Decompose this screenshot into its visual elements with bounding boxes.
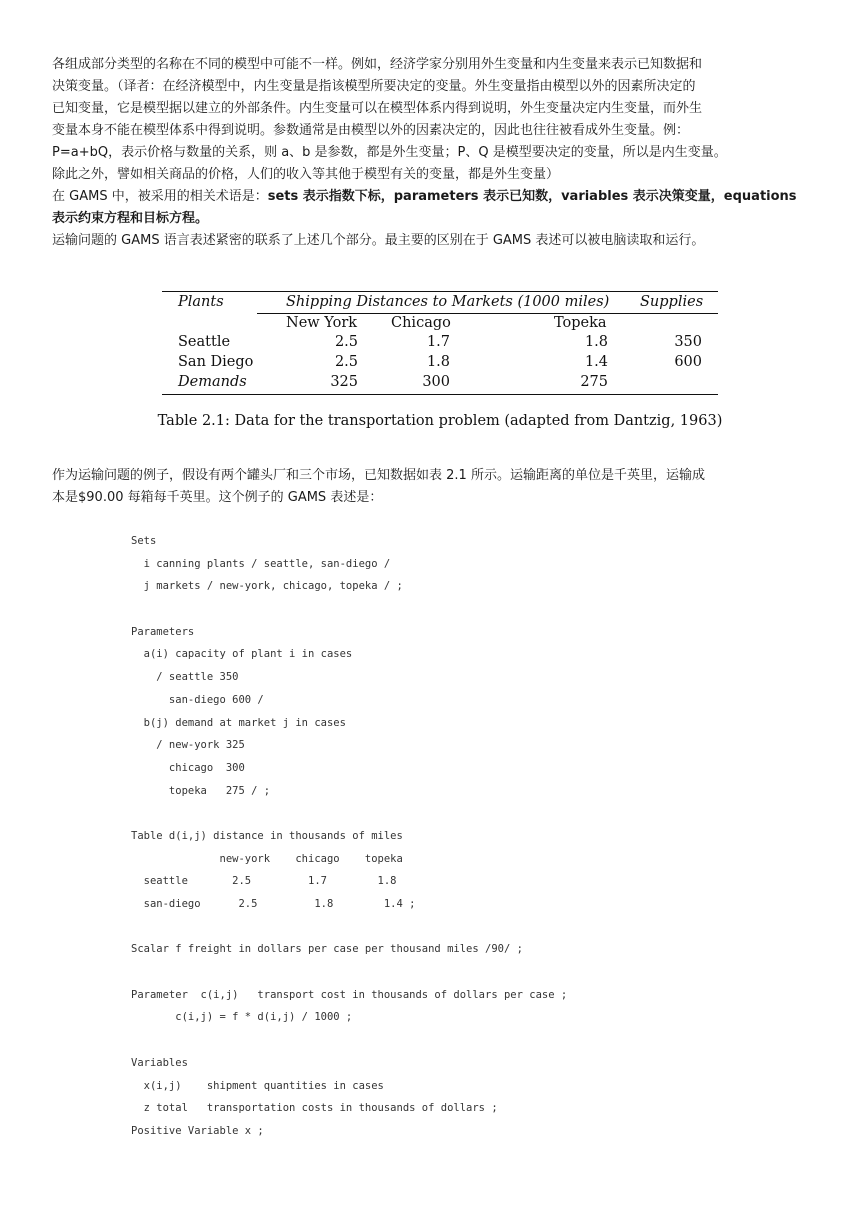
row-label: Demands	[178, 374, 247, 390]
code-line: chicago 300	[131, 761, 245, 774]
intro-paragraph	[52, 54, 822, 252]
text-line: 本是$90.00 每箱每千英里。这个例子的 GAMS 表述是：	[52, 490, 383, 505]
table-cell: 300	[422, 374, 450, 390]
terms-bold-continued: 表示约束方程和目标方程。	[52, 211, 209, 226]
gams-line: 运输问题的 GAMS 语言表述紧密的联系了上述几个部分。最主要的区别在于 GAMS 表述可以被电脑读取和运行。	[52, 233, 705, 248]
table-cell: 275	[580, 374, 608, 390]
market-header: New York	[286, 315, 358, 331]
code-line: b(j) demand at market j in cases	[131, 716, 346, 729]
code-line: topeka 275 / ;	[131, 784, 271, 797]
code-line: i canning plants / seattle, san-diego /	[131, 557, 391, 570]
text-line: 变量本身不能在模型体系中得到说明。参数通常是由模型以外的因素决定的，因此也往往被看成外生变量。例：	[52, 123, 690, 138]
header-distances: Shipping Distances to Markets (1000 miles)	[286, 294, 610, 310]
text-line: 作为运输问题的例子，假设有两个罐头厂和三个市场，已知数据如表 2.1 所示。运输距离的单位是千英里，运输成	[52, 468, 705, 483]
terms-line	[52, 186, 822, 208]
text-line: 已知变量，它是模型据以建立的外部条件。内生变量可以在模型体系内得到说明，外生变量决定内生变量，而外生	[52, 101, 703, 116]
table-cell: 1.8	[426, 354, 450, 370]
table-cell: 2.5	[334, 354, 358, 370]
table-cell: 1.7	[426, 334, 450, 350]
table-cell: 1.8	[584, 334, 608, 350]
text-line: 各组成部分类型的名称在不同的模型中可能不一样。例如，经济学家分别用外生变量和内生变量来表示已知数据和	[52, 57, 703, 72]
text-line: P=a+bQ，表示价格与数量的关系，则 a、b 是参数，都是外生变量；P、Q 是模型要决定的变量，所以是内生变量。	[52, 145, 727, 160]
terms-prefix: 在 GAMS 中，被采用的相关术语是：	[52, 189, 268, 204]
table-cell: 600	[674, 354, 702, 370]
market-header: Chicago	[391, 315, 451, 331]
code-line	[131, 1029, 771, 1052]
code-line: / seattle 350	[131, 671, 239, 684]
market-header: Topeka	[554, 315, 607, 331]
code-line: z total transportation costs in thousands of dollars ;	[131, 1102, 498, 1115]
code-line: Sets	[131, 535, 157, 547]
terms-bold: sets 表示指数下标，parameters 表示已知数，variables 表示决策变量，equations	[267, 189, 797, 204]
code-line: Positive Variable x ;	[131, 1124, 264, 1137]
text-line: 决策变量。（译者：在经济模型中，内生变量是指该模型所要决定的变量。外生变量指由模型以外的因素所决定的	[52, 79, 696, 94]
code-line: Variables	[131, 1056, 188, 1069]
code-line	[131, 598, 771, 621]
code-line: san-diego 600 /	[131, 693, 264, 706]
table-cell: 2.5	[334, 334, 358, 350]
table-bottom-rule	[162, 394, 718, 395]
example-paragraph	[52, 465, 822, 509]
gams-code-block	[131, 530, 771, 1143]
code-line: Parameter c(i,j) transport cost in thousands of dollars per case ;	[131, 988, 568, 1001]
code-line: Table d(i,j) distance in thousands of miles	[131, 829, 403, 842]
text-line: 除此之外，譬如相关商品的价格，人们的收入等其他于模型有关的变量，都是外生变量）	[52, 167, 560, 182]
code-line: a(i) capacity of plant i in cases	[131, 648, 353, 661]
code-line: x(i,j) shipment quantities in cases	[131, 1079, 384, 1092]
table-cell: 325	[330, 374, 358, 390]
code-line: new-york chicago topeka	[131, 852, 403, 865]
table-caption: Table 2.1: Data for the transportation problem (adapted from Dantzig, 1963)	[157, 413, 723, 429]
code-line: Parameters	[131, 625, 195, 638]
row-label: San Diego	[178, 354, 254, 370]
code-line: san-diego 2.5 1.8 1.4 ;	[131, 898, 416, 910]
code-line	[131, 802, 771, 825]
row-label: Seattle	[178, 334, 231, 350]
table-cell: 1.4	[584, 354, 608, 370]
code-line	[131, 961, 771, 984]
code-line: seattle 2.5 1.7 1.8	[131, 875, 397, 888]
table-cell: 350	[674, 334, 702, 350]
code-line: c(i,j) = f * d(i,j) / 1000 ;	[131, 1011, 353, 1024]
code-line: j markets / new-york, chicago, topeka / ;	[131, 580, 403, 593]
code-line: / new-york 325	[131, 739, 245, 752]
code-line: Scalar f freight in dollars per case per thousand miles /90/ ;	[131, 943, 523, 956]
header-plants: Plants	[178, 294, 224, 310]
code-line	[131, 916, 771, 939]
header-supplies: Supplies	[640, 294, 704, 310]
